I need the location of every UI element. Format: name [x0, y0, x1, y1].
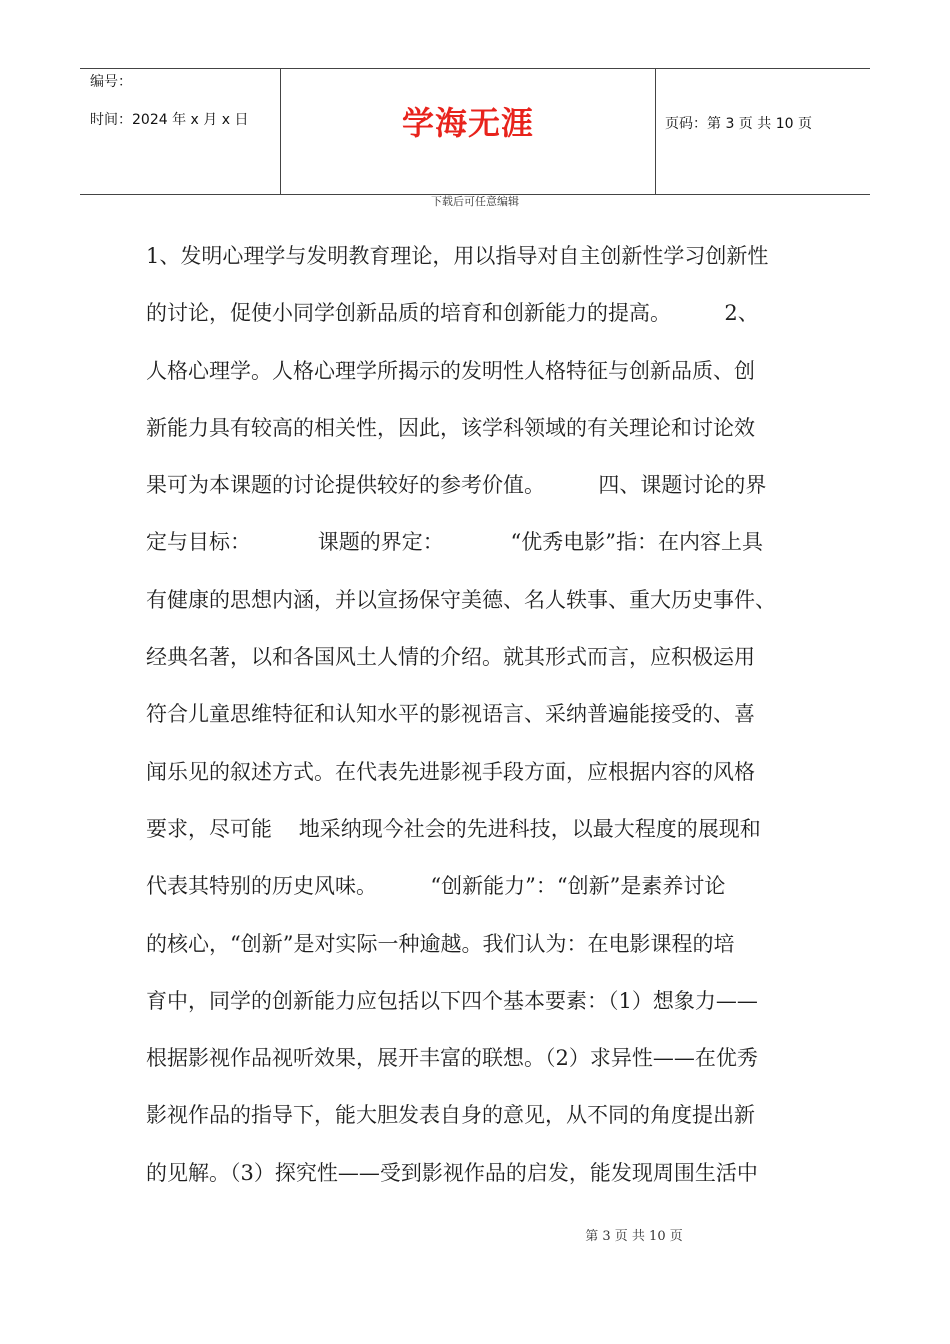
- header-meta-cell: [80, 69, 280, 194]
- body-line: 定与目标： 课题的界定： “优秀电影”指：在内容上具: [146, 530, 763, 555]
- body-line: 代表其特别的历史风味。 “创新能力”：“创新”是素养讨论: [146, 874, 726, 899]
- page-info: 页码：第 3 页 共 10 页: [665, 116, 812, 132]
- body-line: 1、发明心理学与发明教育理论，用以指导对自主创新性学习创新性: [146, 244, 769, 268]
- page-footer: 第 3 页 共 10 页: [585, 1229, 683, 1244]
- body-line: 育中，同学的创新能力应包括以下四个基本要素：（1）想象力——: [146, 988, 758, 1013]
- header-page-cell: [655, 69, 870, 194]
- body-line: 符合儿童思维特征和认知水平的影视语言、采纳普遍能接受的、喜: [146, 702, 755, 727]
- edit-note: 下载后可任意编辑: [431, 195, 519, 208]
- body-line: 果可为本课题的讨论提供较好的参考价值。 四、课题讨论的界: [146, 473, 767, 498]
- header-brand-cell: [280, 69, 656, 194]
- document-header: [80, 68, 870, 195]
- body-line: 经典名著，以和各国风土人情的介绍。就其形式而言，应积极运用: [146, 645, 755, 670]
- body-line: 根据影视作品视听效果，展开丰富的联想。（2）求异性——在优秀: [146, 1046, 758, 1071]
- body-line: 的见解。（3）探究性——受到影视作品的启发，能发现周围生活中: [146, 1160, 758, 1185]
- body-line: 要求，尽可能 地采纳现今社会的先进科技，以最大程度的展现和: [146, 816, 761, 841]
- brand-title: 学海无涯: [401, 104, 534, 142]
- body-line: 新能力具有较高的相关性，因此，该学科领域的有关理论和讨论效: [146, 415, 755, 440]
- body-line: 的核心，“创新”是对实际一种逾越。我们认为：在电影课程的培: [146, 931, 735, 956]
- body-line: 闻乐见的叙述方式。在代表先进影视手段方面，应根据内容的风格: [146, 759, 755, 784]
- body-line: 人格心理学。人格心理学所揭示的发明性人格特征与创新品质、创: [146, 358, 755, 383]
- document-body: [146, 236, 846, 1210]
- serial-number-label: 编号：: [90, 74, 132, 90]
- body-line: 有健康的思想内涵，并以宣扬保守美德、名人轶事、重大历史事件、: [146, 587, 776, 612]
- body-line: 的讨论，促使小同学创新品质的培育和创新能力的提高。 2、: [146, 301, 759, 326]
- body-line: 影视作品的指导下，能大胆发表自身的意见，从不同的角度提出新: [146, 1103, 755, 1128]
- date-label: 时间：2024 年 x 月 x 日: [90, 112, 249, 128]
